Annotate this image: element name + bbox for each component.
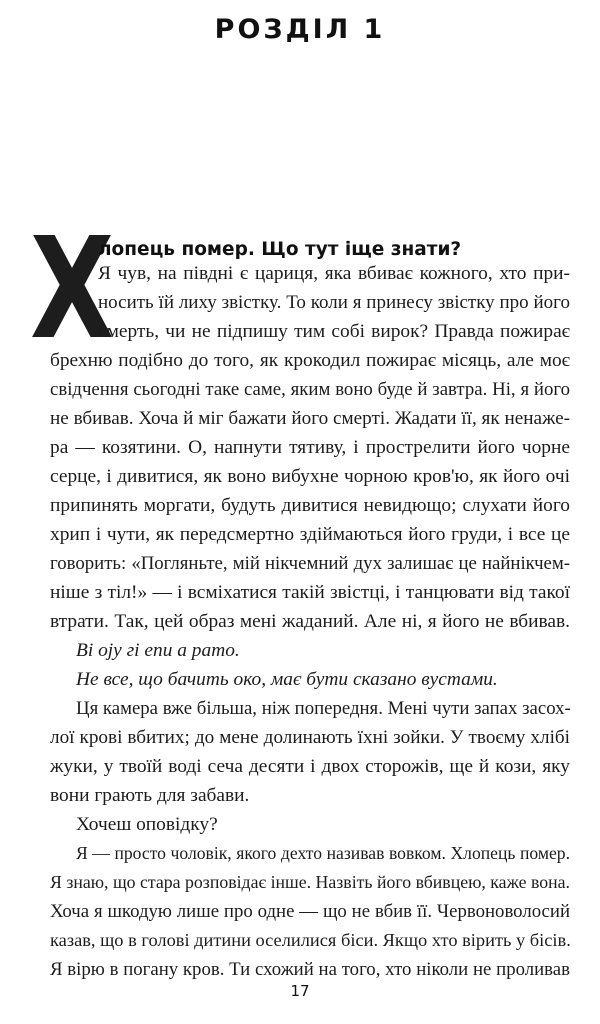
text-line: носить їй лиху звістку. То коли я принесу звістку про його bbox=[98, 292, 570, 313]
text-line: серце, і дивитися, як воно вибухне чорною кров'ю, як його очі bbox=[50, 466, 570, 487]
drop-cap: Х bbox=[30, 208, 115, 371]
text-line: вони грають для забави. bbox=[50, 785, 250, 806]
text-line-italic: Не все, що бачить око, має бути сказано вустами. bbox=[76, 669, 498, 690]
text-line: Я — просто чоловік, якого дехто називав вовком. Хлопець помер. bbox=[76, 843, 570, 863]
text-line: жуки, у твоїй воді сеча десяти і двох сторожів, ще й кози, яку bbox=[50, 756, 570, 777]
text-line: смерть, чи не підпишу тим собі вирок? Правда пожирає bbox=[98, 321, 570, 342]
text-line-italic: Ві оју гі епи а рато. bbox=[76, 640, 240, 661]
text-line: Я чув, на півдні є цариця, яка вбиває кожного, хто при- bbox=[98, 263, 570, 284]
text-line: ра — козятини. О, напнути тятиву, і прострелити його чорне bbox=[50, 437, 570, 458]
chapter-title: РОЗДІЛ 1 bbox=[214, 14, 386, 45]
text-line: Я знаю, що стара розповідає інше. Назвіть його вбивцею, каже вона. bbox=[50, 872, 570, 892]
text-line: говорить: «Погляньте, мій нікчемний дух залишає це найнікчем- bbox=[50, 553, 570, 574]
text-line: казав, що в голові дитини оселилися біси. Якщо хто вірить у бісів. bbox=[50, 930, 571, 950]
text-line: лої крові вбитих; до мене долинають їхні зойки. У твоєму хлібі bbox=[50, 727, 570, 748]
text-line: втрати. Так, цей образ мені жаданий. Але ні, я його не вбивав. bbox=[50, 611, 570, 632]
text-line: Хочеш оповідку? bbox=[76, 814, 218, 835]
text-line: припинять моргати, будуть дивитися невидющо; слухати його bbox=[50, 495, 570, 516]
text-line: ніше з тіл!» — і всміхатися такій звістці, і танцювати від такої bbox=[50, 582, 570, 603]
opening-sentence: лопець помер. Що тут іще знати? bbox=[98, 239, 462, 260]
text-line: Я вірю в погану кров. Ти схожий на того, хто ніколи не проливав bbox=[50, 959, 570, 980]
body-text bbox=[50, 259, 570, 984]
page-number: 17 bbox=[290, 982, 310, 1000]
text-line: хрип і чути, як передсмертно здіймаються його груди, і все це bbox=[50, 524, 570, 545]
text-line: не вбивав. Хоча й міг бажати його смерті. Жадати її, як ненаже- bbox=[50, 408, 570, 429]
text-line: Хоча я шкодую лише про одне — що не вбив її. Червоноволосий bbox=[50, 901, 570, 922]
text-line: брехню подібно до того, як крокодил пожирає місяць, але моє bbox=[50, 350, 570, 371]
text-line: Ця камера вже більша, ніж попередня. Мені чути запах засох- bbox=[76, 698, 571, 719]
text-line: свідчення сьогодні таке саме, яким воно буде й завтра. Ні, я його bbox=[50, 379, 570, 400]
